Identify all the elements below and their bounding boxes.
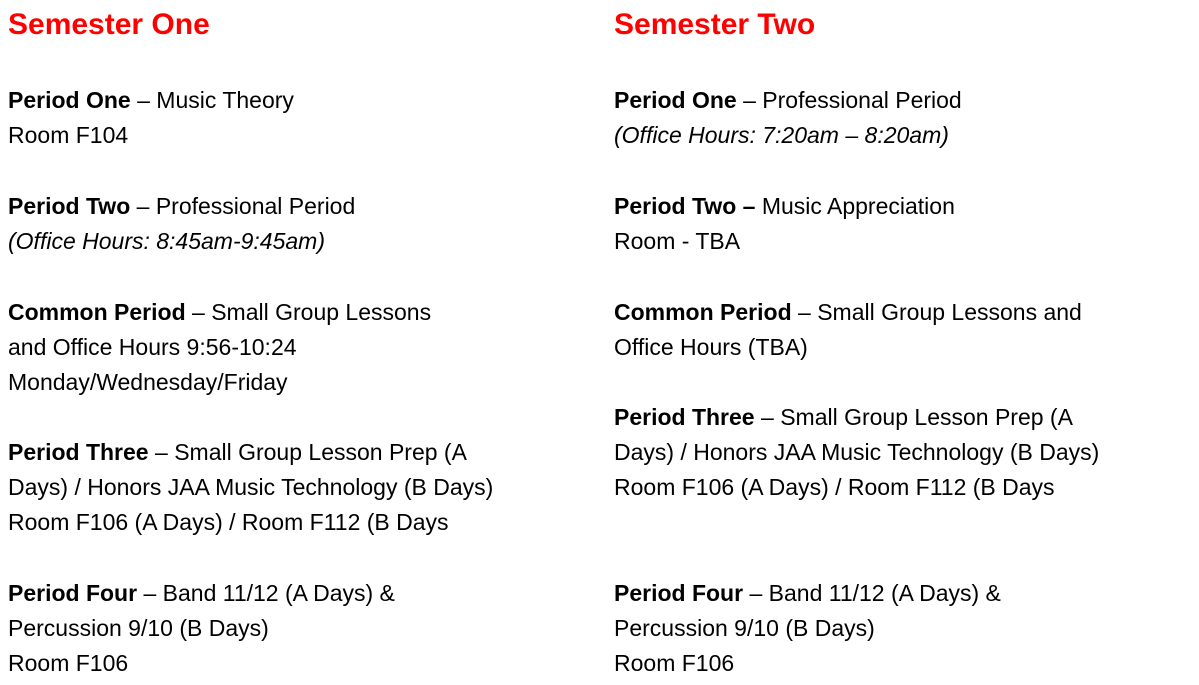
s1-period-two-office-hours: (Office Hours: 8:45am-9:45am) <box>8 228 326 254</box>
s2-period-one <box>614 83 962 153</box>
s1-period-two-line1 <box>8 189 355 224</box>
s2-period-two-room: Room - TBA <box>614 228 741 254</box>
s2-period-three-sep: – <box>754 404 781 430</box>
s1-common-period-line2: and Office Hours 9:56-10:24 <box>8 334 297 360</box>
s1-period-three-label: Period Three <box>8 439 149 465</box>
s1-common-period-line1 <box>8 295 431 330</box>
s2-period-three-label: Period Three <box>614 404 755 430</box>
semester-two-title: Semester Two <box>614 8 816 41</box>
s2-period-four <box>614 576 1001 681</box>
s1-period-one-sep: – <box>130 87 157 113</box>
s1-period-two-label: Period Two <box>8 193 131 219</box>
s1-period-three-line1 <box>8 435 493 470</box>
s2-period-four-sep: – <box>743 580 769 606</box>
s2-common-period-label: Common Period <box>614 299 792 325</box>
s1-period-two <box>8 189 355 259</box>
s1-common-period-desc: Small Group Lessons <box>211 299 432 325</box>
s1-period-four-label: Period Four <box>8 580 138 606</box>
s1-period-one-line1 <box>8 83 294 118</box>
s1-period-four-sep: – <box>137 580 163 606</box>
s1-period-three-line2: Days) / Honors JAA Music Technology (B Days) <box>8 474 494 500</box>
s1-period-two-course: Professional Period <box>155 193 356 219</box>
s1-period-three-sep: – <box>148 439 175 465</box>
s2-period-two <box>614 189 955 259</box>
s2-common-period-line2: Office Hours (TBA) <box>614 334 808 360</box>
semester-one-title: Semester One <box>8 8 210 41</box>
s2-period-four-line1 <box>614 576 1001 611</box>
s1-period-one <box>8 83 294 153</box>
s2-period-three-line1 <box>614 400 1099 435</box>
s2-common-period-sep: – <box>791 299 818 325</box>
s1-period-four-room: Room F106 <box>8 650 129 676</box>
s2-period-two-line1 <box>614 189 955 224</box>
s2-period-one-course: Professional Period <box>762 87 962 113</box>
s1-common-period-sep: – <box>185 299 212 325</box>
s1-period-one-course: Music Theory <box>156 87 294 113</box>
s2-period-four-room: Room F106 <box>614 650 735 676</box>
s2-common-period-line1 <box>614 295 1082 330</box>
s2-common-period-desc: Small Group Lessons and <box>817 299 1082 325</box>
s1-period-one-label: Period One <box>8 87 131 113</box>
s2-period-two-course: Music Appreciation <box>761 193 955 219</box>
s2-period-four-desc: Band 11/12 (A Days) & <box>768 580 1001 606</box>
s1-period-four-line1 <box>8 576 395 611</box>
s2-period-four-line2: Percussion 9/10 (B Days) <box>614 615 875 641</box>
s2-period-four-label: Period Four <box>614 580 744 606</box>
s1-common-period <box>8 295 431 400</box>
s1-common-period-line3: Monday/Wednesday/Friday <box>8 369 288 395</box>
s1-period-four-line2: Percussion 9/10 (B Days) <box>8 615 269 641</box>
s1-period-three <box>8 435 493 540</box>
s1-period-four-desc: Band 11/12 (A Days) & <box>162 580 395 606</box>
s2-period-one-sep: – <box>736 87 763 113</box>
s2-period-one-office-hours: (Office Hours: 7:20am – 8:20am) <box>614 122 949 148</box>
s2-period-three <box>614 400 1099 505</box>
s1-period-four <box>8 576 395 681</box>
s2-period-three-room: Room F106 (A Days) / Room F112 (B Days <box>614 474 1055 500</box>
s1-period-two-sep: – <box>130 193 156 219</box>
s2-common-period <box>614 295 1082 365</box>
s2-period-one-label: Period One <box>614 87 737 113</box>
s1-common-period-label: Common Period <box>8 299 186 325</box>
s2-period-one-line1 <box>614 83 962 118</box>
s2-period-two-label: Period Two – <box>614 193 756 219</box>
s2-period-three-desc: Small Group Lesson Prep (A <box>780 404 1073 430</box>
s1-period-one-room: Room F104 <box>8 122 129 148</box>
s1-period-three-desc: Small Group Lesson Prep (A <box>174 439 467 465</box>
s2-period-three-line2: Days) / Honors JAA Music Technology (B Days) <box>614 439 1100 465</box>
s1-period-three-room: Room F106 (A Days) / Room F112 (B Days <box>8 509 449 535</box>
